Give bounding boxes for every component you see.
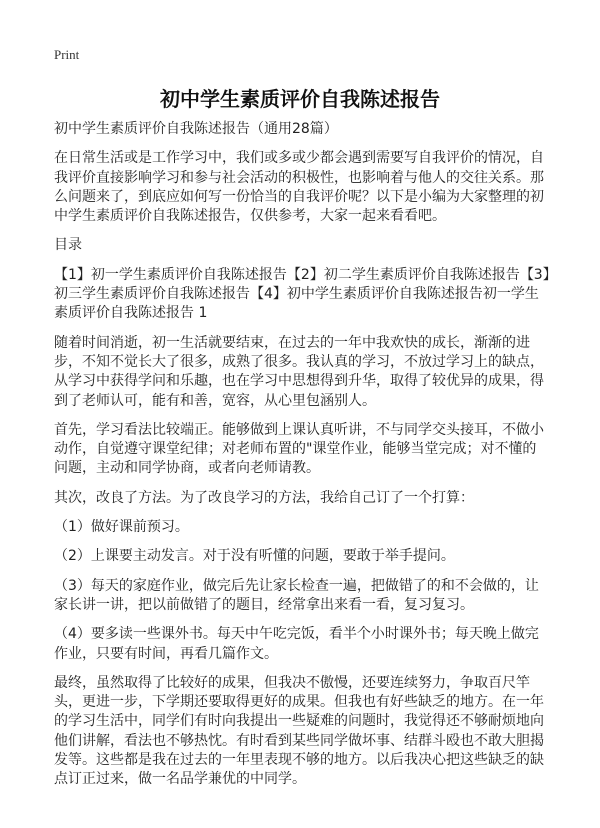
page-title: 初中学生素质评价自我陈述报告 [160, 87, 440, 111]
list-item: （1）做好课前预习。 [54, 519, 189, 536]
paragraph: 最终，虽然取得了比较好的成果，但我决不傲慢，还要连续努力，争取百尺竿头，更进一步，下学期还要取得更好的成果。但我也有好些缺乏的地方。在一年的学习生活中，同学们有时向我提出一些疑难的问题时，我觉得还不够耐烦地向他们讲解，看法也不够热忱。有时看到某些同学做坏事、结群斗殴也不敢大胆揭发等。这些都是我在过去的一年里表现不够的地方。以后我决心把这些缺乏的缺点订正过来，做一名品学兼优的中同学。 [54, 674, 544, 788]
paragraph: 其次，改良了方法。为了改良学习的方法，我给自己订了一个打算： [54, 489, 474, 506]
toc-list[interactable]: 【1】初一学生素质评价自我陈述报告【2】初二学生素质评价自我陈述报告【3】初三学生素质评价自我陈述报告【4】初中学生素质评价自我陈述报告初一学生素质评价自我陈述报告 1 [54, 266, 550, 322]
list-item: （4）要多读一些课外书。每天中午吃完饭，看半个小时课外书；每天晚上做完作业，只要有时间，再看几篇作文。 [54, 626, 539, 662]
list-item: （3）每天的家庭作业，做完后先让家长检查一遍，把做错了的和不会做的，让家长讲一讲，把以前做错了的题目，经常拿出来看一看，复习复习。 [54, 577, 539, 613]
toc-heading: 目录 [54, 237, 82, 254]
paragraph: 随着时间消逝，初一生活就要结束，在过去的一年中我欢快的成长，渐渐的进步，不知不觉长大了很多，成熟了很多。我认真的学习，不放过学习上的缺点，从学习中获得学问和乐趣，也在学习中思想得到升华，取得了较优异的成果，得到了老师认可，能有和善，宽容，从心里包涵别人。 [54, 334, 544, 409]
subtitle: 初中学生素质评价自我陈述报告（通用28篇） [54, 121, 338, 137]
paragraph: 首先，学习看法比较端正。能够做到上课认真听讲，不与同学交头接耳，不做小动作，自觉遵守课堂纪律；对老师布置的"课堂作业，能够当堂完成；对不懂的问题，主动和同学协商，或者向老师请教。 [54, 421, 544, 477]
list-item: （2）上课要主动发言。对于没有听懂的问题，要敢于举手提问。 [54, 548, 455, 565]
intro-paragraph: 在日常生活或是工作学习中，我们或多或少都会遇到需要写自我评价的情况，自我评价直接影响学习和参与社会活动的积极性，也影响着与他人的交往关系。那么问题来了，到底应如何写一份恰当的自我评价呢？以下是小编为大家整理的初中学生素质评价自我陈述报告，仅供参考，大家一起来看看吧。 [54, 150, 544, 225]
document-body [54, 120, 550, 800]
print-link[interactable]: Print [54, 47, 80, 62]
